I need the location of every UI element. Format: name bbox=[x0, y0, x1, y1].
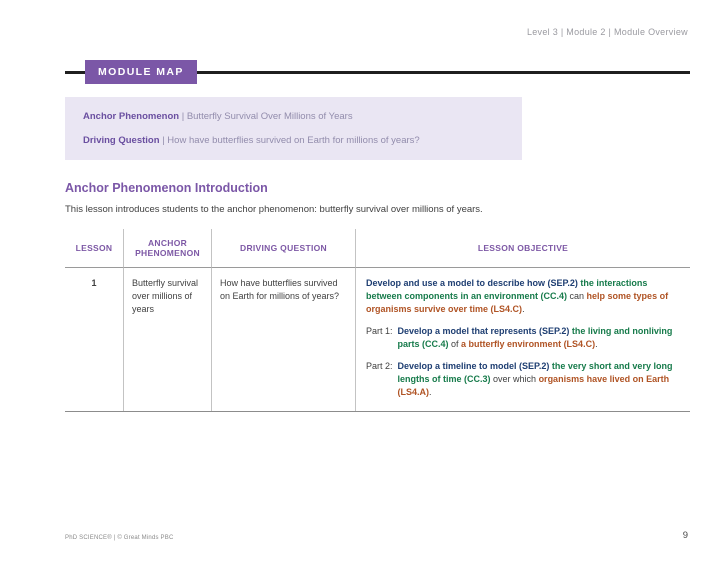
breadcrumb: Level 3 | Module 2 | Module Overview bbox=[526, 27, 688, 37]
column-header-lesson-objective: LESSON OBJECTIVE bbox=[356, 229, 690, 268]
page-number: 9 bbox=[682, 530, 688, 541]
anchor-phenomenon-row bbox=[83, 110, 504, 124]
part-1-label: Part 1: bbox=[366, 326, 393, 337]
module-map-table bbox=[65, 229, 690, 412]
separator: | bbox=[162, 135, 165, 146]
footer-copyright: PhD SCIENCE® | © Great Minds PBC bbox=[65, 535, 174, 541]
driving-question-row bbox=[83, 134, 504, 148]
separator: | bbox=[181, 111, 185, 122]
objective-part-1 bbox=[366, 325, 684, 351]
part-1-text: Develop a model that represents (SEP.2) the living and nonliving parts (CC.4) of a butterfly environment (LS4.C). bbox=[397, 326, 673, 350]
column-header-lesson: LESSON bbox=[65, 229, 124, 268]
module-map-bar bbox=[65, 60, 690, 84]
column-header-driving-question: DRIVING QUESTION bbox=[212, 229, 356, 268]
cell-anchor-phenomenon: Butterfly survival over millions of years bbox=[124, 268, 212, 411]
module-map-badge: MODULE MAP bbox=[85, 60, 197, 84]
section-title: Anchor Phenomenon Introduction bbox=[65, 181, 268, 195]
driving-question-label: Driving Question bbox=[83, 135, 160, 146]
anchor-phenomenon-box bbox=[65, 97, 522, 160]
driving-question-value: How have butterflies survived on Earth for millions of years? bbox=[167, 135, 420, 146]
cell-driving-question: How have butterflies survived on Earth for millions of years? bbox=[212, 268, 356, 411]
intro-paragraph: This lesson introduces students to the anchor phenomenon: butterfly survival over millions of years. bbox=[65, 204, 483, 215]
cell-lesson-objective bbox=[356, 268, 690, 411]
part-2-label: Part 2: bbox=[366, 361, 393, 372]
anchor-phenomenon-value: Butterfly Survival Over Millions of Years bbox=[186, 111, 353, 122]
objective-part-2 bbox=[366, 360, 684, 399]
part-2-text: Develop a timeline to model (SEP.2) the very short and very long lengths of time (CC.3) over which organisms have lived on Earth (LS4.A). bbox=[397, 361, 673, 398]
column-header-anchor-phenomenon: ANCHOR PHENOMENON bbox=[124, 229, 212, 268]
objective-main-statement: Develop and use a model to describe how (SEP.2) the interactions between components in an environment (CC.4) can help some types of organisms survive over time (LS4.C). bbox=[366, 278, 669, 315]
anchor-phenomenon-label: Anchor Phenomenon bbox=[83, 111, 180, 122]
cell-lesson-number: 1 bbox=[65, 268, 124, 411]
